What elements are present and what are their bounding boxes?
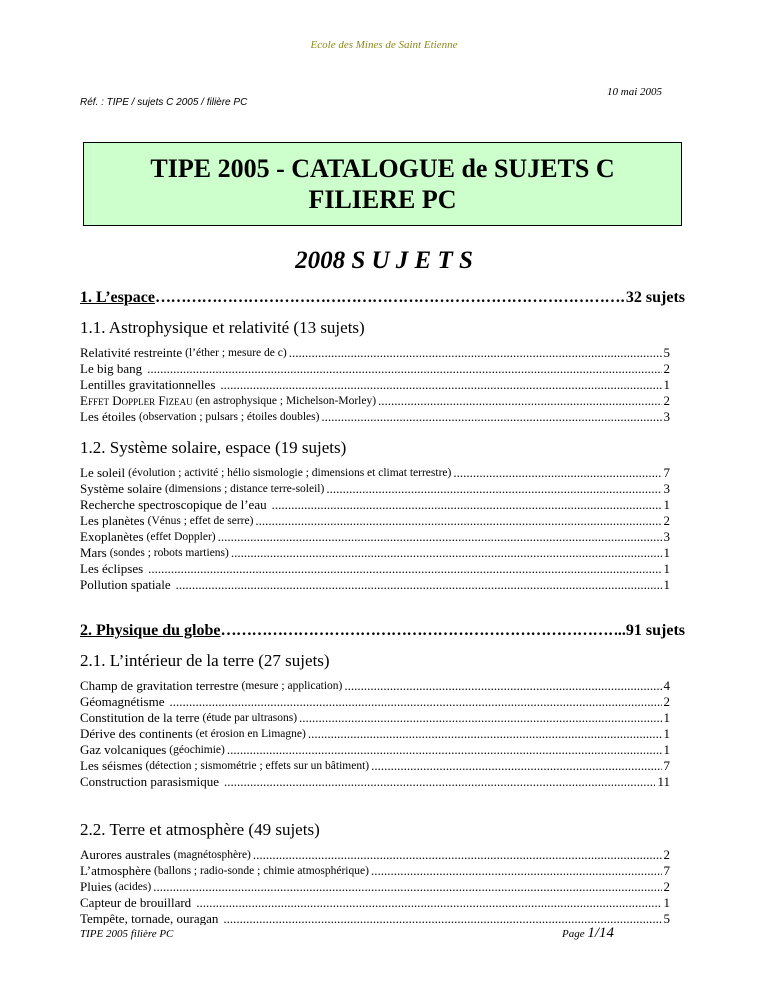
entry-note: (mesure ; application) — [241, 680, 343, 692]
leader-dots — [306, 726, 662, 742]
leader-dots — [216, 529, 662, 545]
entry-count: 3 — [663, 409, 670, 424]
toc-entry — [80, 911, 670, 925]
entry-label: Champ de gravitation terrestre — [80, 678, 239, 693]
toc-entry — [80, 545, 670, 561]
toc-entry — [80, 377, 670, 393]
toc-entry — [80, 465, 670, 481]
section-heading-physique-du-globe — [80, 622, 685, 640]
entry-label: Les étoiles — [80, 409, 136, 424]
entry-count: 11 — [657, 774, 670, 789]
entry-label: Mars — [80, 545, 107, 560]
entry-note: (effet Doppler) — [146, 531, 216, 543]
leader-dots — [342, 678, 661, 694]
entry-note: (dimensions ; distance terre-soleil) — [164, 483, 325, 495]
entry-count: 1 — [663, 545, 670, 560]
entry-count: 1 — [663, 561, 670, 576]
entry-label: Capteur de brouillard — [80, 895, 192, 910]
entry-label: Gaz volcaniques — [80, 742, 167, 757]
toc-entry — [80, 561, 670, 577]
entry-label: Exoplanètes — [80, 529, 144, 544]
toc-entry — [80, 577, 670, 593]
toc-entry — [80, 895, 670, 911]
leader-dots — [155, 289, 625, 307]
entry-label: Le big bang — [80, 361, 143, 376]
subsection-heading: 1.1. Astrophysique et relativité (13 sujets) — [80, 318, 365, 337]
entry-count: 5 — [663, 345, 670, 360]
leader-dots — [225, 742, 662, 758]
leader-dots — [251, 847, 662, 863]
entry-count: 7 — [663, 465, 670, 480]
leader-dots — [221, 911, 661, 925]
total-subjects: 2008 S U J E T S — [295, 247, 473, 274]
leader-dots — [253, 513, 661, 529]
entry-count: 5 — [663, 911, 670, 925]
entry-label: Recherche spectroscopique de l’eau — [80, 497, 267, 512]
entry-label: Le soleil — [80, 465, 126, 480]
footer-label: TIPE 2005 filière PC — [80, 928, 174, 940]
entry-note: (observation ; pulsars ; étoiles doubles) — [138, 411, 320, 423]
entry-note: (géochimie) — [169, 744, 225, 756]
entry-label: Dérive des continents — [80, 726, 193, 741]
entry-count: 2 — [663, 694, 670, 709]
entry-count: 2 — [663, 879, 670, 894]
catalogue-title-line2: FILIERE PC — [308, 185, 457, 214]
entry-label: Les éclipses — [80, 561, 144, 576]
entry-count: 1 — [663, 497, 670, 512]
toc-entry — [80, 678, 670, 694]
section-name: 1. L’espace — [80, 289, 155, 306]
leader-dots — [451, 465, 661, 481]
entry-label: Tempête, tornade, ouragan — [80, 911, 219, 925]
leader-dots — [287, 345, 662, 361]
entry-note: (détection ; sismométrie ; effets sur un bâtiment) — [145, 760, 370, 772]
entry-label: Pluies — [80, 879, 112, 894]
leader-dots — [220, 622, 616, 640]
entry-label: Effet Doppler Fizeau — [80, 393, 193, 408]
entry-count: 1 — [663, 377, 670, 392]
leader-dots — [222, 774, 655, 790]
entry-count: 1 — [663, 577, 670, 592]
toc-entry — [80, 847, 670, 863]
toc-entry — [80, 481, 670, 497]
leader-dots — [146, 561, 661, 577]
leader-dots — [145, 361, 661, 377]
leader-dots — [376, 393, 661, 409]
entry-note: (évolution ; activité ; hélio sismologie ; dimensions et climat terrestre) — [128, 467, 452, 479]
entry-label: Les séismes — [80, 758, 143, 773]
entry-note: (l’éther ; mesure de c) — [185, 347, 287, 359]
section-total: ..91 sujets — [617, 622, 685, 639]
leader-dots — [151, 879, 661, 895]
toc-entry — [80, 710, 670, 726]
entry-note: (acides) — [114, 881, 152, 893]
section-name: 2. Physique du globe — [80, 622, 221, 639]
toc-entry — [80, 513, 670, 529]
subsection-heading: 2.2. Terre et atmosphère (49 sujets) — [80, 820, 320, 839]
subsection-heading: 1.2. Système solaire, espace (19 sujets) — [80, 438, 347, 457]
entry-count: 7 — [663, 863, 670, 878]
school-name: Ecole des Mines de Saint Etienne — [310, 39, 458, 51]
leader-dots — [369, 758, 661, 774]
entry-count: 2 — [663, 361, 670, 376]
entry-count: 3 — [663, 481, 670, 496]
entry-count: 1 — [663, 710, 670, 725]
toc-entry — [80, 694, 670, 710]
entry-count: 4 — [663, 678, 670, 693]
toc-entry — [80, 393, 670, 409]
toc-entry — [80, 774, 670, 790]
toc-entry — [80, 497, 670, 513]
page-count: 1/14 — [587, 925, 615, 941]
entry-label: Géomagnétisme — [80, 694, 165, 709]
entry-note: (ballons ; radio-sonde ; chimie atmosphérique) — [154, 865, 369, 877]
toc-entry — [80, 742, 670, 758]
entry-count: 2 — [663, 513, 670, 528]
subsection-heading: 2.1. L’intérieur de la terre (27 sujets) — [80, 651, 330, 670]
entry-label: Constitution de la terre — [80, 710, 200, 725]
entry-note: (étude par ultrasons) — [202, 712, 298, 724]
entry-note: (en astrophysique ; Michelson-Morley) — [195, 395, 377, 407]
leader-dots — [194, 895, 661, 911]
toc-entry — [80, 409, 670, 425]
entry-count: 3 — [663, 529, 670, 544]
entry-label: Système solaire — [80, 481, 162, 496]
entry-label: Pollution spatiale — [80, 577, 171, 592]
catalogue-title-box — [83, 142, 682, 226]
entry-label: Construction parasismique — [80, 774, 220, 789]
entry-count: 2 — [663, 847, 670, 862]
entry-note: (sondes ; robots martiens) — [109, 547, 229, 559]
toc-entry — [80, 529, 670, 545]
section-total: 32 sujets — [625, 289, 685, 306]
entry-count: 1 — [663, 726, 670, 741]
document-reference: Réf. : TIPE / sujets C 2005 / filière PC — [80, 97, 248, 108]
leader-dots — [218, 377, 661, 393]
leader-dots — [297, 710, 661, 726]
entry-note: (magnétosphère) — [173, 849, 251, 861]
leader-dots — [270, 497, 662, 513]
leader-dots — [167, 694, 661, 710]
toc-entry — [80, 863, 670, 879]
toc-entry — [80, 879, 670, 895]
entry-count: 1 — [663, 742, 670, 757]
entry-label: Lentilles gravitationnelles — [80, 377, 216, 392]
entry-note: (et érosion en Limagne) — [195, 728, 306, 740]
leader-dots — [369, 863, 662, 879]
leader-dots — [174, 577, 662, 593]
leader-dots — [319, 409, 661, 425]
toc-entry — [80, 345, 670, 361]
section-heading-espace — [80, 289, 685, 307]
entry-label: L’atmosphère — [80, 863, 151, 878]
document-date: 10 mai 2005 — [607, 86, 662, 98]
entry-label: Les planètes — [80, 513, 145, 528]
entry-count: 2 — [663, 393, 670, 408]
toc-entry — [80, 726, 670, 742]
entry-count: 7 — [663, 758, 670, 773]
toc-entry — [80, 758, 670, 774]
entry-label: Relativité restreinte — [80, 345, 183, 360]
page-prefix: Page — [562, 928, 585, 940]
toc-entry — [80, 361, 670, 377]
entry-count: 1 — [663, 895, 670, 910]
catalogue-title-line1: TIPE 2005 - CATALOGUE de SUJETS C — [150, 154, 615, 183]
leader-dots — [229, 545, 662, 561]
entry-note: (Vénus ; effet de serre) — [147, 515, 254, 527]
entry-label: Aurores australes — [80, 847, 171, 862]
page-number — [562, 925, 614, 942]
leader-dots — [324, 481, 661, 497]
